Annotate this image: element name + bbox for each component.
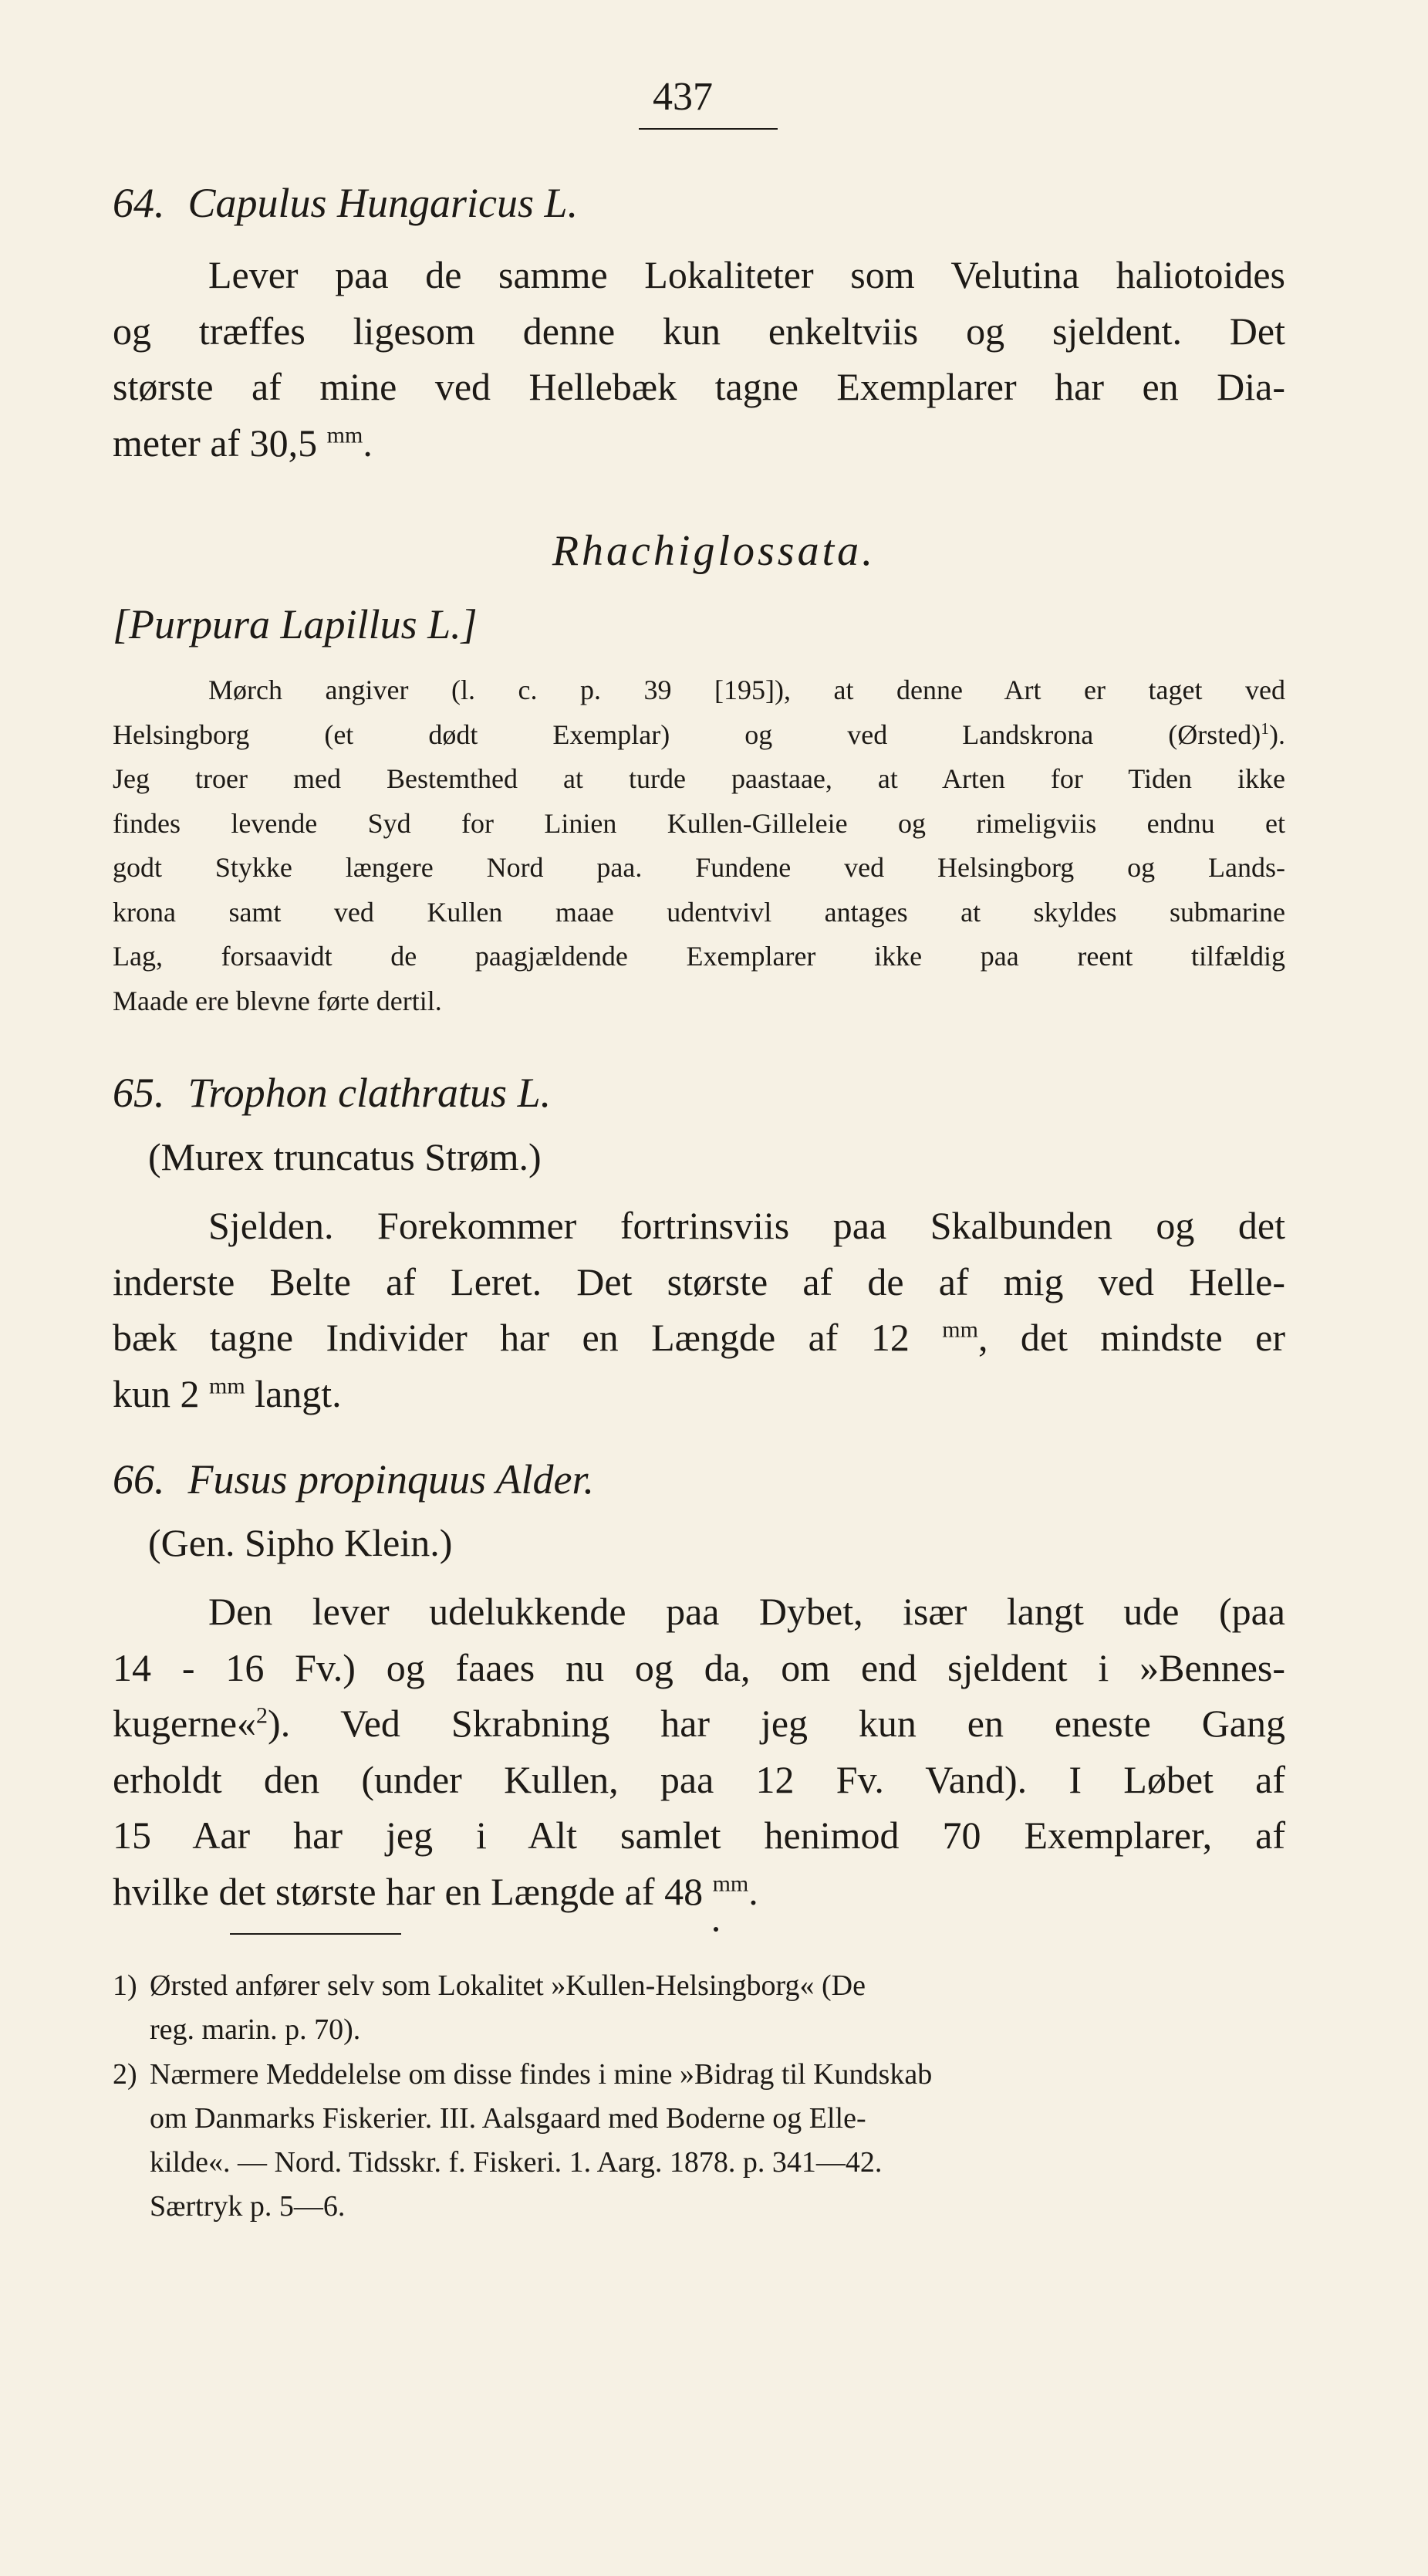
- text-line: og træffes ligesom denne kun enkeltviis og sjeldent. Det: [113, 309, 1285, 353]
- footnote-ref: 2: [256, 1702, 268, 1729]
- text-fragment: kun 2: [113, 1371, 200, 1415]
- decorative-dot: [714, 1927, 718, 1932]
- text-fragment: bæk tagne Individer har en Længde af 12: [113, 1316, 910, 1359]
- text-line: [113, 1695, 1285, 1752]
- paragraph-fusus: [113, 1584, 1285, 1919]
- footnote-1: [113, 1964, 1285, 2052]
- text-line: [113, 1310, 1285, 1366]
- section-number: 64.: [113, 180, 165, 226]
- paragraph-trophon: [113, 1198, 1285, 1422]
- section-heading-fusus: [113, 1455, 1285, 1503]
- text-line: Den lever udelukkende paa Dybet, især langt ude (paa: [208, 1590, 1285, 1633]
- text-fragment: .: [363, 421, 373, 465]
- text-fragment: , det mindste er: [977, 1316, 1285, 1359]
- footnote-ref: 1: [1261, 718, 1269, 738]
- unit-mm: mm: [942, 1317, 978, 1343]
- unit-mm: mm: [712, 1870, 749, 1896]
- text-fragment: ).: [1269, 718, 1285, 750]
- text-line: [113, 713, 1285, 758]
- text-line: største af mine ved Hellebæk tagne Exemplarer har en Dia-: [113, 365, 1285, 408]
- text-line: krona samt ved Kullen maae udentvivl antages at skyldes submarine: [113, 896, 1285, 928]
- footnote-mark: 1): [113, 1969, 137, 2002]
- section-title: Fusus propinquus Alder.: [187, 1456, 595, 1503]
- synonym-fusus: (Gen. Sipho Klein.): [148, 1521, 453, 1564]
- section-heading-purpura: [Purpura Lapillus L.]: [113, 601, 478, 647]
- text-line-last: [113, 1864, 1285, 1920]
- section-heading-capulus: [113, 179, 1285, 227]
- page-number: 437: [653, 75, 713, 119]
- text-fragment: Ørsted anfører selv som Lokalitet »Kullen-Helsingborg« (De: [150, 1969, 866, 2002]
- text-line: Lag, forsaavidt de paagjældende Exemplarer ikke paa reent tilfældig: [113, 941, 1285, 972]
- unit-mm: mm: [209, 1372, 245, 1398]
- text-line-last: [113, 1366, 1285, 1422]
- text-line: inderste Belte af Leret. Det største af de af mig ved Helle-: [113, 1259, 1285, 1303]
- text-line: 15 Aar har jeg i Alt samlet henimod 70 Exemplarer, af: [113, 1814, 1285, 1857]
- footnote-mark: 2): [113, 2058, 137, 2091]
- footnote-line: Særtryk p. 5—6.: [150, 2190, 346, 2223]
- text-fragment: Nærmere Meddelelse om disse findes i mine »Bidrag til Kundskab: [150, 2058, 933, 2091]
- footnote-line: [113, 1964, 1285, 2008]
- text-fragment: hvilke det største har en Længde af 48: [113, 1869, 704, 1913]
- text-line: Mørch angiver (l. c. p. 39 [195]), at denne Art er taget ved: [208, 674, 1285, 705]
- section-number: 66.: [113, 1456, 165, 1503]
- section-title: Trophon clathratus L.: [187, 1070, 552, 1116]
- text-fragment: .: [748, 1869, 758, 1913]
- footnote-2: [113, 2053, 1285, 2229]
- text-line: godt Stykke længere Nord paa. Fundene ved Helsingborg og Lands-: [113, 852, 1285, 883]
- text-fragment: kugerne«: [113, 1702, 257, 1745]
- text-line: erholdt den (under Kullen, paa 12 Fv. Vand). I Løbet af: [113, 1757, 1285, 1801]
- footnote-line: kilde«. — Nord. Tidsskr. f. Fiskeri. 1. Aarg. 1878. p. 341—42.: [150, 2146, 883, 2179]
- page-number-rule: [639, 128, 778, 130]
- section-title: Capulus Hungaricus L.: [187, 180, 579, 226]
- text-line-last: Maade ere blevne førte dertil.: [113, 985, 442, 1016]
- text-line: Lever paa de samme Lokaliteter som Velutina haliotoides: [208, 253, 1285, 296]
- synonym-trophon: (Murex truncatus Strøm.): [148, 1135, 542, 1178]
- text-line: 14 - 16 Fv.) og faaes nu og da, om end sjeldent i »Bennes-: [113, 1645, 1285, 1689]
- paragraph-capulus: [113, 247, 1285, 471]
- paragraph-purpura: [113, 668, 1285, 1023]
- unit-mm: mm: [326, 421, 363, 448]
- text-line: Jeg troer med Bestemthed at turde paastaae, at Arten for Tiden ikke: [113, 763, 1285, 794]
- text-fragment: ). Ved Skrabning har jeg kun en eneste Gang: [268, 1702, 1285, 1745]
- section-number: 65.: [113, 1070, 165, 1116]
- footnote-line: reg. marin. p. 70).: [150, 2013, 361, 2046]
- text-line: Sjelden. Forekommer fortrinsviis paa Skalbunden og det: [208, 1204, 1285, 1247]
- text-fragment: langt.: [255, 1371, 342, 1415]
- text-line-last: [113, 415, 1285, 472]
- section-heading-trophon: [113, 1069, 1285, 1117]
- footnote-separator: [230, 1933, 401, 1935]
- text-line: findes levende Syd for Linien Kullen-Gilleleie og rimeligviis endnu et: [113, 807, 1285, 839]
- footnote-line: om Danmarks Fiskerier. III. Aalsgaard med Boderne og Elle-: [150, 2102, 866, 2135]
- footnote-line: [113, 2053, 1285, 2097]
- text-fragment: Helsingborg (et dødt Exemplar) og ved Landskrona (Ørsted): [113, 718, 1261, 750]
- group-heading: Rhachiglossata.: [552, 527, 876, 575]
- text-fragment: meter af 30,5: [113, 421, 318, 465]
